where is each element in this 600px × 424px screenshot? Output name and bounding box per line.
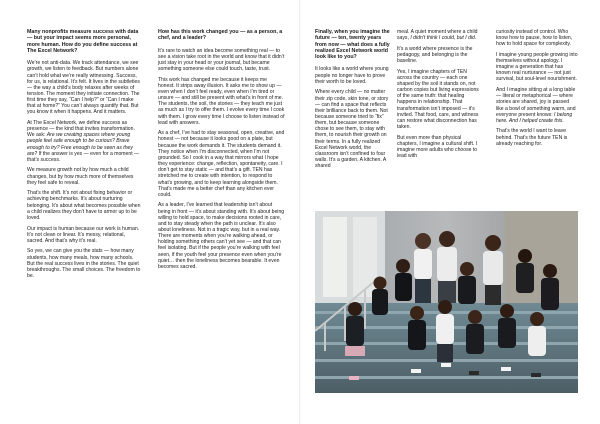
paragraph: That’s the shift. It’s not about fixing behavior or achieving benchmarks. It’s about nurturing belonging. It’s about what becomes possible when a child realizes they don’t have to armor up to be loved. bbox=[27, 190, 141, 221]
column-3 bbox=[315, 29, 391, 174]
paragraph: Where every child — no matter their zip code, skin tone, or story — can find a space that reflects their brilliance back to them. Not because someone tried to “fix” them, but because someone chose to see them, to stay with them, to nourish their growth on their terms. In a fully realized Excel Network world, the classroom isn’t confined to four walls. It’s a garden. A kitchen. A shared bbox=[315, 89, 389, 170]
paragraph: As a leader, I’ve learned that leadership isn’t about being in front — it’s about standing with. It’s about being willing to hold space, to make decisions rooted in care, and to stay steady when the path is unclear. It’s also about loneliness. Not in a tragic way, but in a real way. There are moments when you’re walking ahead, or holding something others can’t yet see — and that can feel isolating. But if the people you’re walking with feel seen, if the youth feel your presence even when you’re quiet… then the loneliness becomes bearable. It even becomes sacred. bbox=[158, 202, 285, 270]
question-success: Many nonprofits measure success with data — but your impact seems more personal, more human. How do you define success at The Excel Network? bbox=[27, 29, 139, 54]
group-photo bbox=[315, 211, 578, 393]
page-gutter bbox=[299, 0, 301, 424]
paragraph: This work has changed me because it keeps me honest. It strips away illusion. It asks me to show up — even when I don’t feel ready, even when I’m tired or unsure — and still be present with what’s in front of me. The students, the soil, the stories — they teach me just as much as I try to offer them. I evolve every time I cook with them. I grow every time I choose to listen instead of lead with answers. bbox=[158, 76, 285, 126]
paragraph: But even more than physical chapters, I imagine a cultural shift. I imagine more adults who choose to lead with bbox=[397, 134, 478, 159]
paragraph: meal. A quiet moment where a child says, I didn’t think I could, but I did. bbox=[397, 29, 478, 42]
paragraph: We’re not anti-data. We track attendance, we see growth, we listen to feedback. But numbers alone can’t hold what we’re really witnessing. Success, for us, is relational. It’s felt. It lives in the subtleties — the way a child’s body relaxes after weeks of tension. The moment they initiate connection. The first time they say, “Can I help?” or “Can I make that at home?” You can’t always quantify that. But you know it when it happens. And it matters. bbox=[27, 60, 140, 116]
window-pane bbox=[323, 217, 347, 297]
paragraph: It looks like a world where young people no longer have to prove their worth to be loved. bbox=[315, 66, 389, 85]
paragraph: Our impact is human because our work is human. It’s not clean or linear. It’s messy, relational, sacred. And that’s why it’s real. bbox=[27, 225, 140, 244]
paragraph: We measure growth not by how much a child changes, but by how much more of themselves they feel safe to reveal. bbox=[27, 167, 134, 186]
question-future: Finally, when you imagine the future — ten, twenty years from now — what does a fully realized Excel Network world look like to you? bbox=[315, 29, 390, 61]
paragraph: It’s a world where presence is the pedagogy, and belonging is the baseline. bbox=[397, 45, 473, 65]
paragraph: At The Excel Network, we define success as presence — the kind that invites transformation. We ask: Are we creating spaces where young people feel safe enough to be curious? Brave enough to try? Free enough to be seen as they are? If the answer is yes — even for a moment — that’s success. bbox=[27, 119, 140, 163]
column-4 bbox=[397, 29, 481, 164]
paragraph: I imagine young people growing into themselves without apology. I imagine a generation that has known real nurturance — not just survival, but soul-level nourishment. bbox=[496, 51, 578, 83]
column-2 bbox=[158, 29, 285, 274]
column-1 bbox=[27, 29, 142, 284]
group-photo-illustration bbox=[315, 211, 578, 393]
paragraph: That’s the world I want to leave behind. That’s the future TEN is already reaching for. bbox=[496, 128, 568, 147]
question-change: How has this work changed you — as a person, a chef, and a leader? bbox=[158, 29, 283, 42]
paragraph: Yes, I imagine chapters of TEN across the country — each one shaped by the soil it stands on, not carbon copies but living expressions of the same truth: that healing happens in relationship. That transformation isn’t imposed — it’s invited. That food, care, and witness can restore what disconnection has taken. bbox=[397, 68, 479, 130]
paragraph: And I imagine sitting at a long table — literal or metaphorical — where stories are shared, joy is passed like a bowl of something warm, and everyone present knows: I belong here. And I helped create this. bbox=[496, 87, 576, 124]
italic-quote: I belong here. And I helped create this. bbox=[496, 111, 573, 124]
paragraph: It’s rare to watch an idea become something real — to see a vision take root in the world and know that it didn’t just stay in your head or your journal, but became something someone else could touch, taste, trust. bbox=[158, 47, 285, 73]
italic-quote: I didn’t think I could, but I did. bbox=[410, 35, 477, 42]
column-5 bbox=[496, 29, 578, 151]
window-pane bbox=[353, 217, 377, 297]
paragraph: curiosity instead of control. Who know how to pause, how to listen, how to hold space for complexity. bbox=[496, 29, 573, 48]
paragraph: As a chef, I’ve had to stay seasonal, open, creative, and honest — not because it looks good on a plate, but because the work demands it. The students demand it. They notice when I’m disconnected, when I’m not grounded. So I cook in a way that mirrors what I hope they experience: change, reflection, spontaneity, care. I don’t get to stay static — and that’s a gift. TEN has stretched me to create with intention, to respond to what’s growing, and to keep learning alongside them. That’s made me a better chef than any kitchen ever could. bbox=[158, 130, 285, 198]
italic-questions: Are we creating spaces where young people feel safe enough to be curious? Brave enough to try? Free enough to be seen as they are? bbox=[27, 132, 133, 157]
paragraph: So yes, we can give you the stats — how many students, how many meals, how many schools. But the real success lives in the stories. The quiet breakthroughs. The small choices. The freedom to be. bbox=[27, 248, 141, 279]
